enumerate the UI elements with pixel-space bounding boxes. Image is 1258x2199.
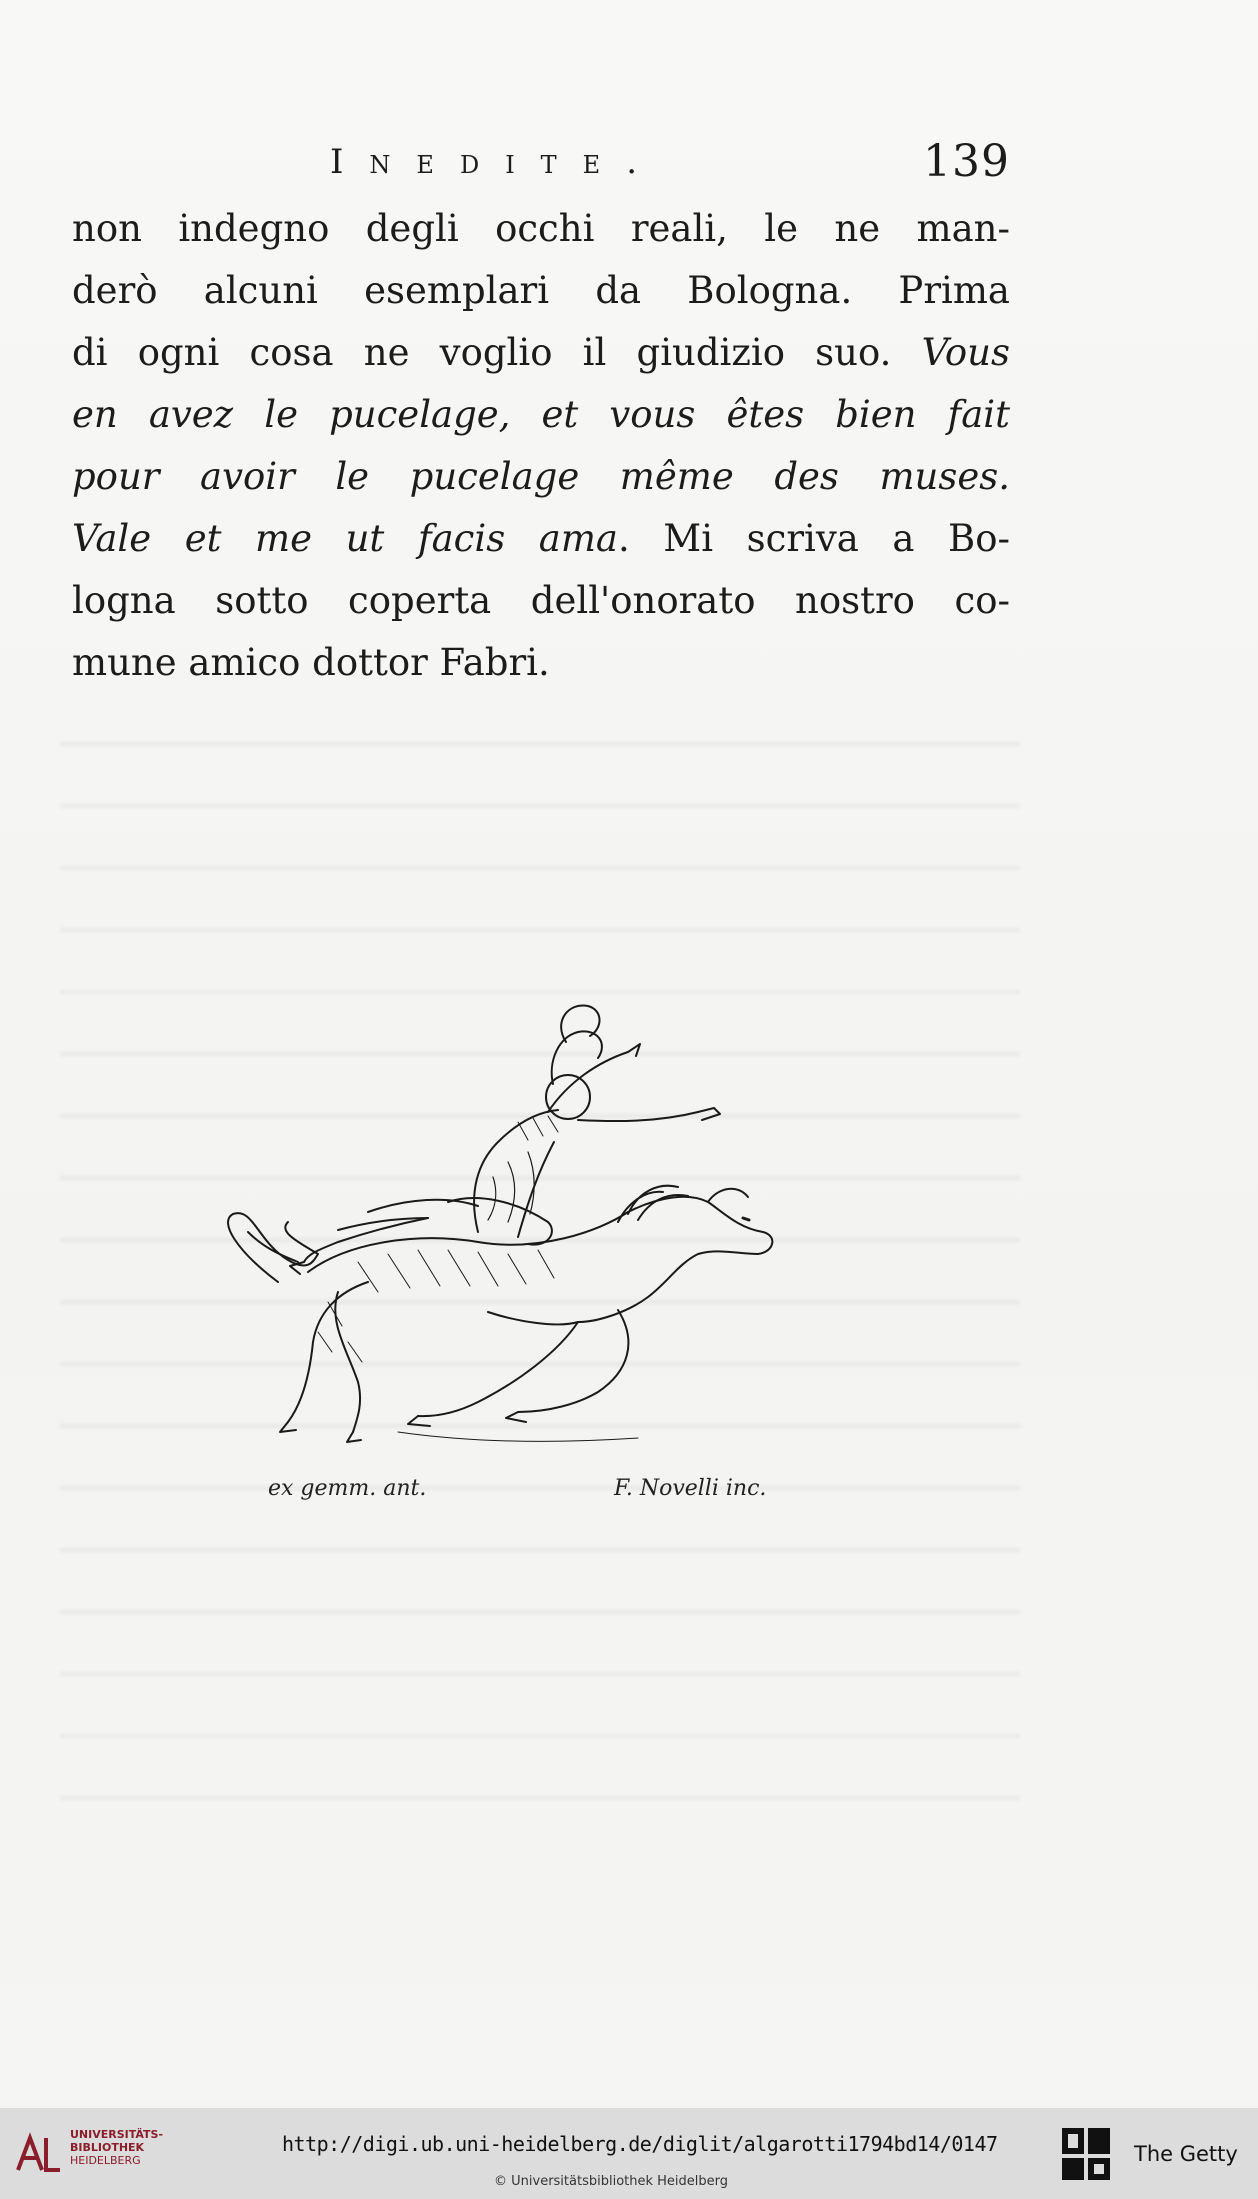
- library-name-line2: BIBLIOTHEK: [70, 2141, 145, 2154]
- text-line-7: logna sotto coperta dell'onorato nostro co-: [72, 579, 1010, 622]
- running-title: Inedite.: [330, 142, 664, 182]
- plate-caption-right: F. Novelli inc.: [614, 1476, 767, 1501]
- text-line-6-italic: Vale et me ut facis ama: [72, 517, 618, 560]
- text-line-3: [72, 322, 1010, 384]
- text-line-1: non indegno degli occhi reali, le ne man-: [72, 207, 1010, 250]
- text-line-8: mune amico dottor Fabri.: [72, 641, 550, 684]
- library-name-line3: HEIDELBERG: [70, 2154, 141, 2167]
- text-line-4: en avez le pucelage, et vous êtes bien fait: [72, 393, 1010, 436]
- text-line-2: derò alcuni esemplari da Bologna. Prima: [72, 269, 1010, 312]
- text-line-6: [72, 508, 1010, 570]
- permalink-url[interactable]: http://digi.ub.uni-heidelberg.de/diglit/algarotti1794bd14/0147: [282, 2132, 998, 2156]
- text-line-5: pour avoir le pucelage même des muses.: [72, 455, 1010, 498]
- page-number: 139: [923, 136, 1010, 187]
- text-line-6-roman: . Mi scriva a Bo-: [617, 517, 1010, 560]
- text-line-3-italic: Vous: [921, 331, 1010, 374]
- page-header: [330, 136, 1010, 202]
- body-text: [72, 198, 1010, 694]
- copyright-notice: © Universitätsbibliothek Heidelberg: [494, 2174, 729, 2189]
- text-line-3-roman: di ogni cosa ne voglio il giudizio suo.: [72, 331, 922, 374]
- library-name: [70, 2128, 163, 2167]
- engraving-horse-rider: [218, 992, 838, 1472]
- library-name-line1: UNIVERSITÄTS-: [70, 2128, 164, 2141]
- partner-name[interactable]: The Getty: [1134, 2142, 1238, 2166]
- plate-caption-left: ex gemm. ant.: [268, 1476, 427, 1501]
- getty-logo-icon[interactable]: [1058, 2124, 1114, 2184]
- viewer-footer: [0, 2108, 1258, 2199]
